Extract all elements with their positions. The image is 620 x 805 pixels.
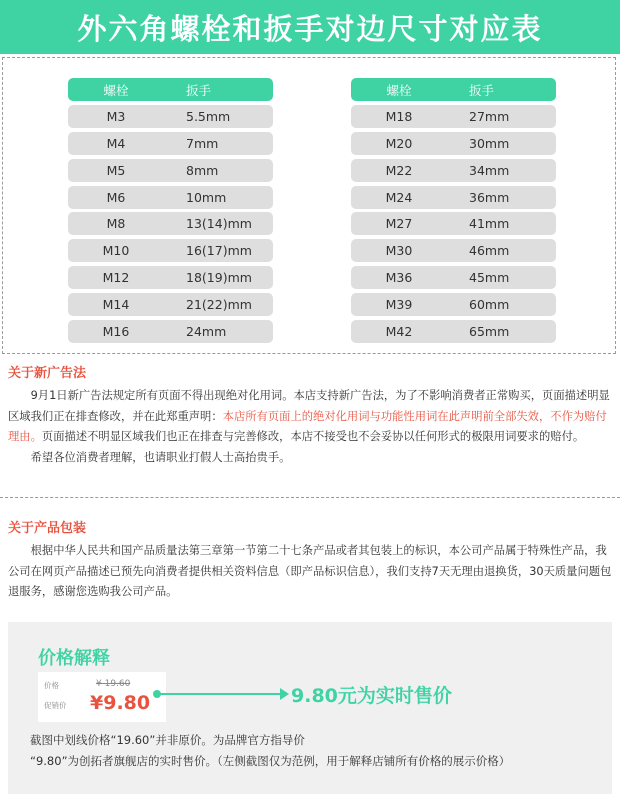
bolt-size: M5 <box>106 162 126 178</box>
wrench-size: 8mm <box>186 162 219 178</box>
bolt-size: M16 <box>102 324 130 340</box>
bolt-size: M12 <box>102 270 130 286</box>
table-header <box>68 78 273 101</box>
wrench-size: 24mm <box>186 324 227 340</box>
original-price-label: 价格 <box>44 681 59 690</box>
size-table-area <box>2 57 616 354</box>
packaging-title: 关于产品包装 <box>8 521 87 536</box>
page-title: 外六角螺栓和扳手对边尺寸对应表 <box>77 11 543 46</box>
bolt-size: M4 <box>106 135 126 151</box>
promo-price-label: 促销价 <box>44 701 67 710</box>
table-row <box>68 320 273 343</box>
ad-law-text-start: 9月1日新广告法规定所有页面不得出现绝对化用词。本店支持新广告法，为了不影响消费者正常购买，页面描述明显区域我们正在排查修改，并在此郑重声明： <box>8 389 610 423</box>
price-title: 价格解释 <box>38 648 110 669</box>
ad-law-title: 关于新广告法 <box>8 366 87 381</box>
bolt-size: M3 <box>106 108 126 124</box>
table-row <box>351 212 556 235</box>
price-explanation-box <box>8 622 612 794</box>
table-row <box>351 186 556 209</box>
section-divider <box>0 497 620 498</box>
wrench-size: 46mm <box>469 243 510 259</box>
ad-law-closing: 希望各位消费者理解，也请职业打假人士高抬贵手。 <box>30 450 291 464</box>
pointer-line <box>158 693 284 695</box>
header-wrench: 扳手 <box>469 82 495 98</box>
bolt-size: M22 <box>385 162 413 178</box>
bolt-size: M14 <box>102 297 130 313</box>
bolt-size: M6 <box>106 189 126 205</box>
table-row <box>68 159 273 182</box>
table-row <box>351 239 556 262</box>
bolt-size: M10 <box>102 243 130 259</box>
realtime-price-note: 9.80元为实时售价 <box>291 685 452 707</box>
table-row <box>68 105 273 128</box>
wrench-size: 65mm <box>469 324 510 340</box>
price-line-1: 截图中划线价格“19.60”并非原价。为品牌官方指导价 <box>30 733 305 747</box>
table-header <box>351 78 556 101</box>
table-row <box>351 293 556 316</box>
header-bolt: 螺栓 <box>103 82 129 98</box>
ad-law-statement: 本店所有页面上的绝对化用词与功能性用词在此声明前全部失效，不作为赔付理由。 <box>8 409 607 443</box>
bolt-size: M30 <box>385 243 413 259</box>
wrench-size: 36mm <box>469 189 510 205</box>
wrench-size: 27mm <box>469 108 510 124</box>
ad-law-text-end: 页面描述不明显区域我们也正在排查与完善修改，本店不接受也不会妥协以任何形式的极限用词要求的赔付。 <box>41 430 585 443</box>
table-row <box>68 293 273 316</box>
wrench-size: 10mm <box>186 189 227 205</box>
table-row <box>351 159 556 182</box>
ad-law-paragraph <box>8 386 612 448</box>
bolt-size: M18 <box>385 108 413 124</box>
table-row <box>351 105 556 128</box>
wrench-size: 16(17)mm <box>186 243 252 259</box>
header-bolt: 螺栓 <box>386 82 412 98</box>
wrench-size: 5.5mm <box>186 108 231 124</box>
wrench-size: 41mm <box>469 216 510 232</box>
table-row <box>351 266 556 289</box>
bolt-size: M20 <box>385 135 413 151</box>
wrench-size: 34mm <box>469 162 510 178</box>
packaging-paragraph: 根据中华人民共和国产品质量法第三章第一节第二十七条产品或者其包装上的标识，本公司产品属于特殊性产品，我公司在网页产品描述已预先向消费者提供相关资料信息（即产品标识信息），我们支持7天无理由退换货，30天质量问题包退服务，感谢您选购我公司产品。 <box>8 544 612 598</box>
wrench-size: 60mm <box>469 297 510 313</box>
wrench-size: 45mm <box>469 270 510 286</box>
wrench-size: 30mm <box>469 135 510 151</box>
table-row <box>351 320 556 343</box>
wrench-size: 18(19)mm <box>186 270 252 286</box>
bolt-size: M36 <box>385 270 413 286</box>
wrench-size: 13(14)mm <box>186 216 252 232</box>
table-row <box>68 186 273 209</box>
price-explanation-text <box>30 730 510 772</box>
table-row <box>68 212 273 235</box>
price-line-2: “9.80”为创拓者旗舰店的实时售价。（左侧截图仅为范例，用于解释店铺所有价格的展示价格） <box>30 754 511 768</box>
size-table-left <box>68 78 273 347</box>
bolt-size: M8 <box>106 216 126 232</box>
ad-law-section <box>8 362 612 468</box>
header-wrench: 扳手 <box>186 82 212 98</box>
table-row <box>68 266 273 289</box>
size-table-right <box>351 78 556 347</box>
promo-price: ¥9.80 <box>90 692 151 714</box>
bolt-size: M39 <box>385 297 413 313</box>
arrow-right-icon <box>280 688 289 700</box>
bolt-size: M24 <box>385 189 413 205</box>
original-price: ¥ 19.60 <box>96 679 131 689</box>
bolt-size: M27 <box>385 216 413 232</box>
wrench-size: 7mm <box>186 135 219 151</box>
price-tag-sample <box>38 672 166 722</box>
packaging-section <box>8 517 612 603</box>
title-banner <box>0 0 620 54</box>
table-row <box>68 239 273 262</box>
wrench-size: 21(22)mm <box>186 297 252 313</box>
bolt-size: M42 <box>385 324 413 340</box>
table-row <box>351 132 556 155</box>
table-row <box>68 132 273 155</box>
